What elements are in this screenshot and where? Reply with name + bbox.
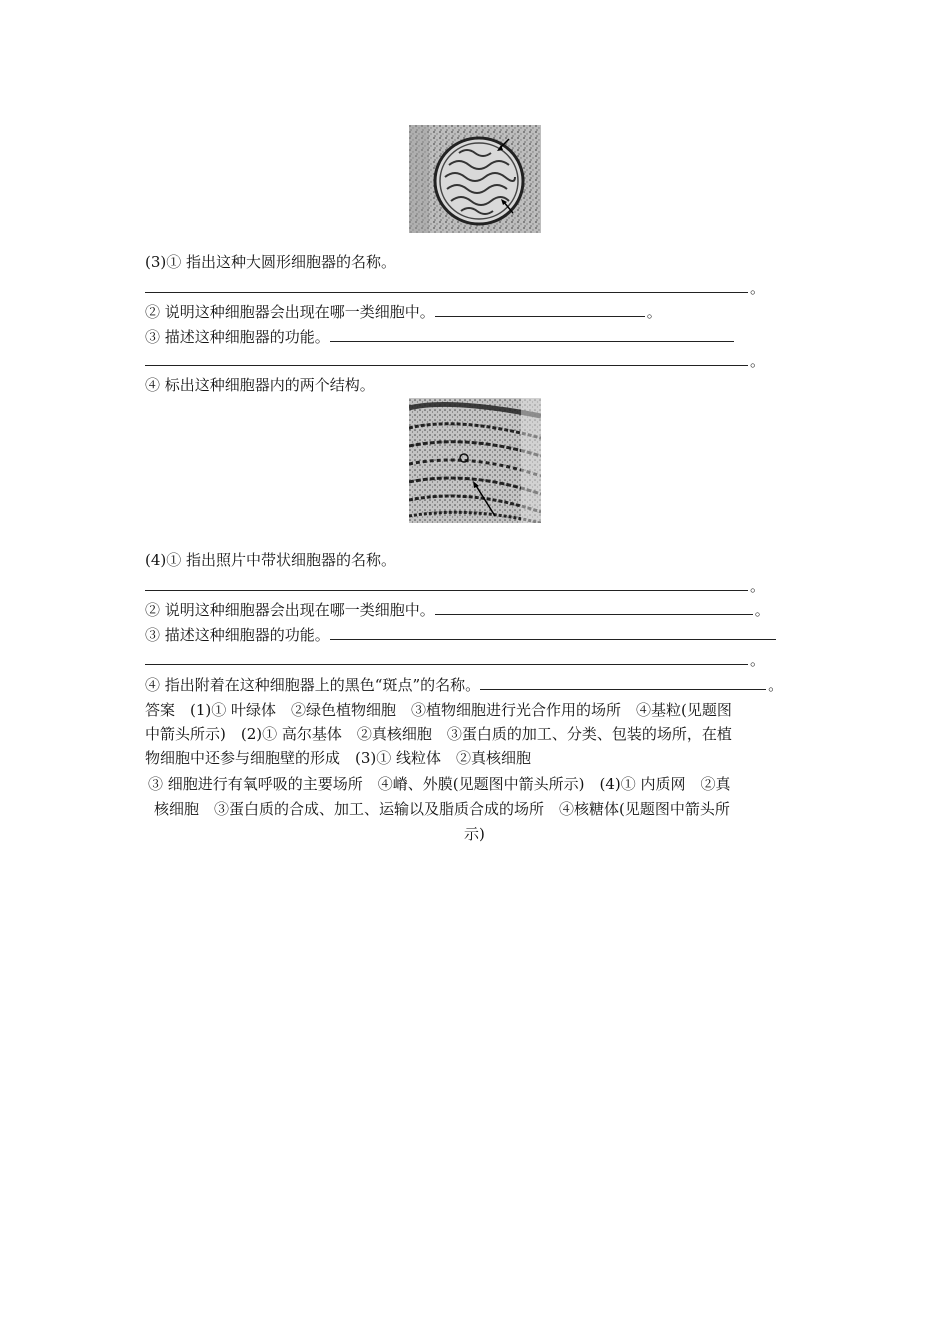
q4-blank-2[interactable]: [435, 599, 753, 615]
answer-line-5: 核细胞 ③蛋白质的合成、加工、运输以及脂质合成的场所 ④核糖体(见题图中箭头所: [154, 800, 730, 818]
q4-blank-4[interactable]: [145, 649, 748, 665]
q4-blank-3[interactable]: [330, 624, 776, 640]
q4-title: (4)① 指出照片中带状细胞器的名称。: [145, 551, 397, 569]
mitochondrion-micrograph: [409, 125, 541, 233]
q3-title: (3)① 指出这种大圆形细胞器的名称。: [145, 253, 397, 271]
q4-answer-line-3b: 。: [145, 648, 765, 672]
q4-blank-1[interactable]: [145, 575, 748, 591]
answer-line-3: 物细胞中还参与细胞壁的形成 (3)① 线粒体 ②真核细胞: [145, 749, 532, 767]
q3-blank-1[interactable]: [145, 277, 748, 293]
q3-answer-line-1: 。: [145, 276, 765, 300]
answer-line-2: 中箭头所示) (2)① 高尔基体 ②真核细胞 ③蛋白质的加工、分类、包装的场所，在植: [145, 725, 732, 743]
q4-part-4: ④ 指出附着在这种细胞器上的黑色“斑点”的名称。 。: [145, 676, 784, 694]
q3-blank-2[interactable]: [435, 301, 645, 317]
q4-blank-5[interactable]: [480, 674, 766, 690]
q3-answer-line-3b: 。: [145, 349, 765, 373]
answer-line-4: ③ 细胞进行有氧呼吸的主要场所 ④嵴、外膜(见题图中箭头所示) (4)① 内质网 ②真: [148, 775, 731, 793]
q3-part-3: ③ 描述这种细胞器的功能。: [145, 325, 734, 349]
er-micrograph: [409, 398, 541, 523]
q3-part-4: ④ 标出这种细胞器内的两个结构。: [145, 376, 375, 394]
answer-line-6: 示): [464, 825, 485, 843]
q4-part-2: ② 说明这种细胞器会出现在哪一类细胞中。 。: [145, 601, 770, 619]
q4-part-3: ③ 描述这种细胞器的功能。: [145, 623, 776, 647]
answer-line-1: 答案 (1)① 叶绿体 ②绿色植物细胞 ③植物细胞进行光合作用的场所 ④基粒(见题图: [145, 701, 732, 719]
q3-blank-4[interactable]: [145, 350, 748, 366]
q3-blank-3[interactable]: [330, 326, 734, 342]
q3-part-2: ② 说明这种细胞器会出现在哪一类细胞中。 。: [145, 303, 662, 321]
q4-answer-line-1: 。: [145, 574, 765, 598]
